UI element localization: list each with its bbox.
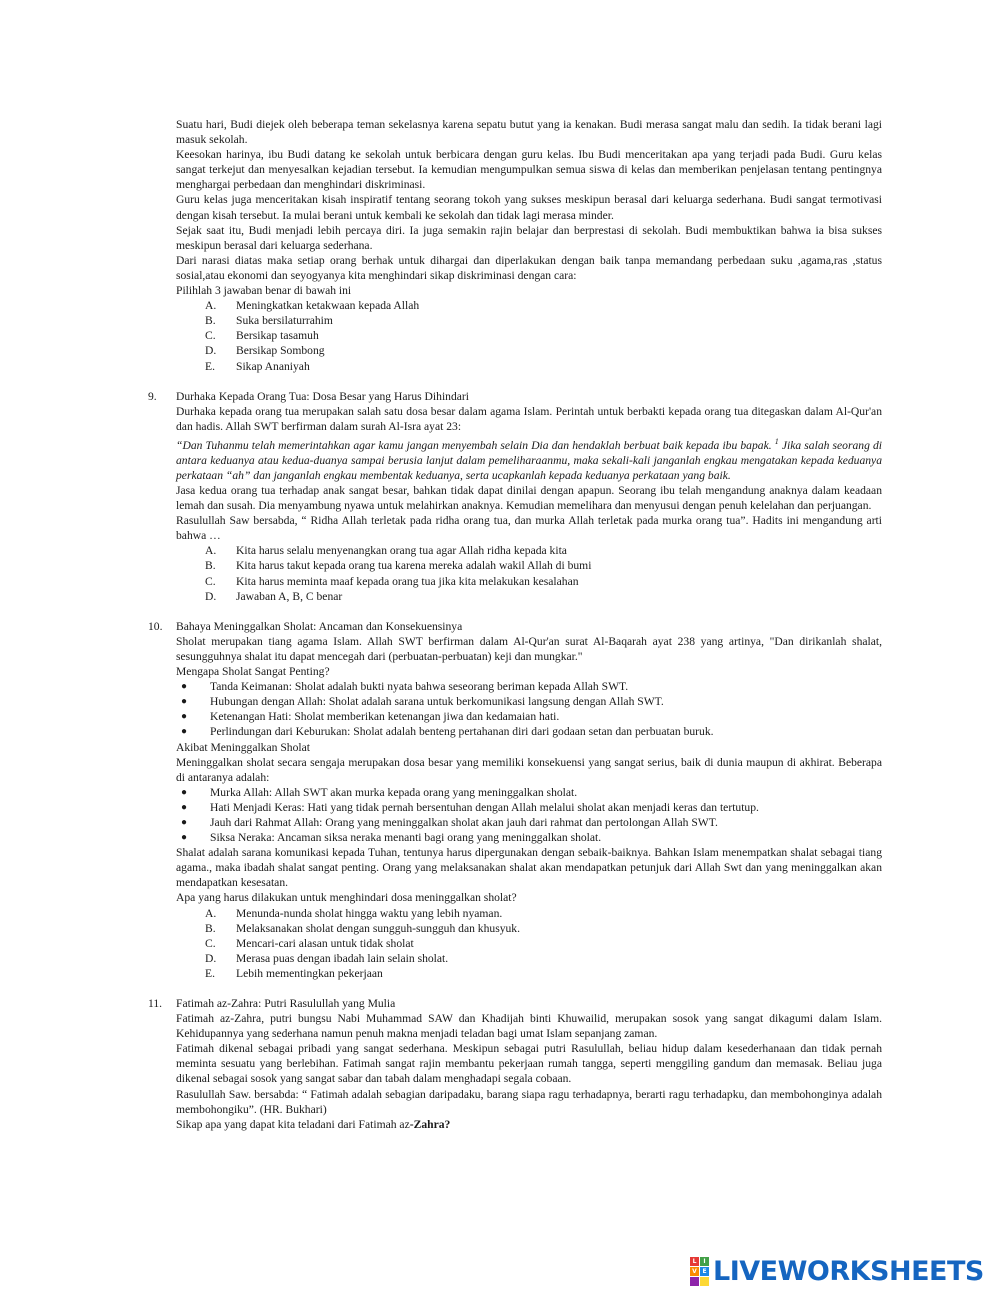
bullet-item xyxy=(148,679,882,694)
intro-paragraph: Guru kelas juga menceritakan kisah inspiratif tentang seorang tokoh yang sukses meskipun berasal dari keluarga sederhana. Budi sangat termotivasi dengan kisah tersebut. Ia mulai berani untuk kembali ke sekolah dan tidak lagi merasa minder. xyxy=(176,193,882,222)
answer-option[interactable] xyxy=(148,543,882,558)
intro-paragraph: Sejak saat itu, Budi menjadi lebih percaya diri. Ia juga semakin rajin belajar dan berprestasi di sekolah. Budi membuktikan bahwa ia bisa sukses meskipun berasal dari keluarga sederhana. xyxy=(176,223,882,252)
option-letter: A. xyxy=(205,544,217,558)
option-letter: B. xyxy=(205,559,216,573)
bullet-item xyxy=(148,785,882,800)
option-text: Bersikap tasamuh xyxy=(236,329,319,343)
option-text: Bersikap Sombong xyxy=(236,344,325,358)
question-paragraph: Fatimah dikenal sebagai pribadi yang sangat sederhana. Meskipun sebagai putri Rasulullah, beliau hidup dalam kesederhanaan dan tidak pernah meminta sesuatu yang berlebihan. Fatimah sangat rajin membantu pekerjaan rumah tangga, seperti menggiling gandum dan memasak. Beliau juga dikenal sebagai sosok yang sangat sabar dan tabah dalam menghadapi segala cobaan. xyxy=(176,1042,882,1086)
bullet-item xyxy=(148,830,882,845)
option-letter: E. xyxy=(205,966,215,980)
question-title: Fatimah az-Zahra: Putri Rasulullah yang Mulia xyxy=(176,997,396,1011)
liveworksheets-logo[interactable] xyxy=(690,1256,990,1286)
question-paragraph: Sholat merupakan tiang agama Islam. Allah SWT berfirman dalam Al-Qur'an surat Al-Baqarah ayat 238 yang artinya, "Dan dirikanlah shalat, sesungguhnya shalat itu dapat mencegah dari (perbuatan-perbuatan) keji dan mungkar." xyxy=(176,634,882,663)
option-letter: B. xyxy=(205,314,216,328)
answer-option[interactable] xyxy=(148,558,882,573)
bullet-icon: ● xyxy=(181,726,188,738)
question-paragraph: Shalat adalah sarana komunikasi kepada Tuhan, tentunya harus dipergunakan dengan sebaik-baiknya. Bahkan Islam menempatkan shalat sebagai tiang agama., maka ibadah shalat sangat penting. Orang yang melaksanakan shalat akan mendapatkan petunjuk dari Allah Swt dan yang meninggalkan akan mendapatkan kesesatan. xyxy=(176,846,882,890)
question-paragraph: Rasulullah Saw bersabda, “ Ridha Allah terletak pada ridha orang tua, dan murka Allah terletak pada murka orang tua”. Hadits ini mengandung arti bahwa … xyxy=(176,514,882,543)
option-text: Mencari-cari alasan untuk tidak sholat xyxy=(236,936,414,950)
bullet-list-consequences xyxy=(148,785,882,845)
logo-block: V xyxy=(690,1267,699,1276)
bullet-icon: ● xyxy=(181,816,188,828)
q10-closing xyxy=(148,845,882,905)
bullet-item xyxy=(148,709,882,724)
option-letter: E. xyxy=(205,359,215,373)
logo-text: LIVEWORKSHEETS xyxy=(713,1255,984,1287)
option-text: Merasa puas dengan ibadah lain selain sholat. xyxy=(236,951,449,965)
intro-section xyxy=(148,117,882,298)
answer-option[interactable] xyxy=(148,343,882,358)
question-paragraph: Rasulullah Saw. bersabda: “ Fatimah adalah sebagian daripadaku, barang siapa ragu terhadapnya, berarti ragu terhadapku, dan membohonginya adalah membohongiku”. (HR. Bukhari) xyxy=(176,1087,882,1116)
intro-paragraph: Keesokan harinya, ibu Budi datang ke sekolah untuk berbicara dengan guru kelas. Ibu Budi menceritakan apa yang terjadi pada Budi. Guru kelas sangat terkejut dan menyesalkan kejadian tersebut. Ia kemudian mengumpulkan semua siswa di kelas dan memberikan penjelasan tentang pentingnya menghargai perbedaan dan menghindari diskriminasi. xyxy=(176,148,882,192)
logo-block: E xyxy=(700,1267,709,1276)
question-paragraph: Jasa kedua orang tua terhadap anak sangat besar, bahkan tidak dapat dinilai dengan apapun. Seorang ibu telah mengandung anaknya dalam keadaan lemah dan susah. Dia menyambung nyawa untuk melahirkan anaknya. Kemudian memelihara dan menyusui dengan penuh kelelahan dan perjuangan. xyxy=(176,484,882,513)
option-letter: A. xyxy=(205,906,217,920)
bullet-text: Ketenangan Hati: Sholat memberikan ketenangan jiwa dan kedamaian hati. xyxy=(210,710,560,724)
question-number: 11. xyxy=(148,997,163,1011)
option-text: Kita harus meminta maaf kepada orang tua jika kita melakukan kesalahan xyxy=(236,574,579,588)
footnote-marker: 1 xyxy=(774,436,779,446)
question-body xyxy=(176,996,882,1132)
option-text: Kita harus takut kepada orang tua karena mereka adalah wakil Allah di bumi xyxy=(236,559,592,573)
bullet-item xyxy=(148,815,882,830)
question-number: 9. xyxy=(148,389,157,403)
option-text: Sikap Ananiyah xyxy=(236,359,310,373)
question-11 xyxy=(148,996,882,1132)
option-letter: B. xyxy=(205,921,216,935)
bullet-text: Siksa Neraka: Ancaman siksa neraka menanti bagi orang yang meninggalkan sholat. xyxy=(210,831,602,845)
option-text: Lebih mementingkan pekerjaan xyxy=(236,966,383,980)
prompt-bold-text: -Zahra? xyxy=(409,1117,451,1131)
logo-block xyxy=(700,1277,709,1286)
logo-blocks-icon xyxy=(690,1257,709,1286)
intro-instruction: Pilihlah 3 jawaban benar di bawah ini xyxy=(176,284,352,298)
answer-option[interactable] xyxy=(148,328,882,343)
option-text: Kita harus selalu menyenangkan orang tua agar Allah ridha kepada kita xyxy=(236,544,567,558)
bullet-item xyxy=(148,694,882,709)
q10-consequences xyxy=(148,740,882,785)
option-letter: D. xyxy=(205,344,217,358)
bullet-text: Perlindungan dari Keburukan: Sholat adalah benteng pertahanan diri dari godaan setan dan perbuatan buruk. xyxy=(210,725,714,739)
answer-option[interactable] xyxy=(148,574,882,589)
quote-part: “Dan Tuhanmu telah memerintahkan agar kamu jangan menyembah selain Dia dan hendaklah berbuat baik kepada ibu bapak. xyxy=(176,438,772,452)
question-prompt xyxy=(176,1117,882,1132)
question-number: 10. xyxy=(148,619,163,633)
bullet-text: Jauh dari Rahmat Allah: Orang yang meninggalkan sholat akan jauh dari rahmat dan pertolongan Allah SWT. xyxy=(210,815,718,829)
option-text: Meningkatkan ketakwaan kepada Allah xyxy=(236,299,420,313)
logo-block xyxy=(690,1277,699,1286)
option-text: Suka bersilaturrahim xyxy=(236,314,333,328)
bullet-text: Murka Allah: Allah SWT akan murka kepada orang yang meninggalkan sholat. xyxy=(210,785,578,799)
question-prompt: Apa yang harus dilakukan untuk menghindari dosa meninggalkan sholat? xyxy=(176,891,517,905)
answer-option[interactable] xyxy=(148,936,882,951)
intro-paragraph: Dari narasi diatas maka setiap orang berhak untuk dihargai dan diperlakukan dengan baik tanpa memandang perbedaan suku ,agama,ras ,status sosial,atau ekonomi dan seyogyanya kita menghindari sikap diskriminasi dengan cara: xyxy=(176,253,882,282)
answer-option[interactable] xyxy=(148,906,882,921)
subheading: Akibat Meninggalkan Sholat xyxy=(176,740,310,754)
bullet-text: Tanda Keimanan: Sholat adalah bukti nyata bahwa seseorang beriman kepada Allah SWT. xyxy=(210,680,629,694)
logo-block: L xyxy=(690,1257,699,1266)
question-paragraph: Fatimah az-Zahra, putri bungsu Nabi Muhammad SAW dan Khadijah binti Khuwailid, merupakan sosok yang sangat dikagumi dalam Islam. Kehidupannya yang sederhana namun penuh makna menjadi teladan bagi umat Islam sepanjang zaman. xyxy=(176,1012,882,1041)
option-letter: D. xyxy=(205,589,217,603)
q9-options xyxy=(148,543,882,603)
question-title: Bahaya Meninggalkan Sholat: Ancaman dan Konsekuensinya xyxy=(176,619,463,633)
question-10 xyxy=(148,619,882,679)
logo-block: I xyxy=(700,1257,709,1266)
quote-part: Jika salah seorang di antara keduanya atau kedua-duanya sampai berusia lanjut dalam pemeliharaanmu, maka sekali-kali janganlah engkau mengatakan kepada keduanya perkataan “ah” dan janganlah engkau membentak keduanya, serta ucapkanlah kepada keduanya perkataan yang baik. xyxy=(176,438,883,482)
bullet-icon: ● xyxy=(181,681,188,693)
bullet-item xyxy=(148,724,882,739)
option-text: Menunda-nunda sholat hingga waktu yang lebih nyaman. xyxy=(236,906,503,920)
question-9 xyxy=(148,389,882,544)
answer-option[interactable] xyxy=(148,298,882,313)
quran-quote xyxy=(176,434,882,483)
bullet-icon: ● xyxy=(181,801,188,813)
bullet-text: Hubungan dengan Allah: Sholat adalah sarana untuk berkomunikasi langsung dengan Allah SWT. xyxy=(210,695,664,709)
intro-paragraph: Suatu hari, Budi diejek oleh beberapa teman sekelasnya karena sepatu butut yang ia kenakan. Budi merasa sangat malu dan sedih. Ia tidak berani lagi masuk sekolah. xyxy=(176,118,882,147)
intro-options xyxy=(148,298,882,373)
option-text: Melaksanakan sholat dengan sungguh-sungguh dan khusyuk. xyxy=(236,921,521,935)
prompt-text: Sikap apa yang dapat kita teladani dari Fatimah az xyxy=(176,1117,410,1131)
question-body xyxy=(176,389,882,544)
bullet-icon: ● xyxy=(181,711,188,723)
bullet-icon: ● xyxy=(181,786,188,798)
question-body xyxy=(176,619,882,679)
worksheet-document xyxy=(148,117,882,1132)
option-letter: D. xyxy=(205,951,217,965)
option-letter: C. xyxy=(205,574,216,588)
option-text: Jawaban A, B, C benar xyxy=(236,589,343,603)
question-paragraph: Durhaka kepada orang tua merupakan salah satu dosa besar dalam agama Islam. Perintah untuk berbakti kepada orang tua ditegaskan dalam Al-Qur'an dan hadis. Allah SWT berfirman dalam surah Al-Isra ayat 23: xyxy=(176,404,882,433)
bullet-icon: ● xyxy=(181,832,188,844)
answer-option[interactable] xyxy=(148,966,882,981)
answer-option[interactable] xyxy=(148,921,882,936)
bullet-item xyxy=(148,800,882,815)
bullet-text: Hati Menjadi Keras: Hati yang tidak pernah bersentuhan dengan Allah melalui sholat akan menjadi keras dan tertutup. xyxy=(210,800,759,814)
subheading: Mengapa Sholat Sangat Penting? xyxy=(176,665,330,679)
bullet-icon: ● xyxy=(181,696,188,708)
question-title: Durhaka Kepada Orang Tua: Dosa Besar yang Harus Dihindari xyxy=(176,389,469,403)
answer-option[interactable] xyxy=(148,951,882,966)
answer-option[interactable] xyxy=(148,359,882,374)
option-letter: C. xyxy=(205,329,216,343)
bullet-list-importance xyxy=(148,679,882,739)
q10-options xyxy=(148,906,882,981)
answer-option[interactable] xyxy=(148,589,882,604)
answer-option[interactable] xyxy=(148,313,882,328)
option-letter: A. xyxy=(205,299,217,313)
option-letter: C. xyxy=(205,936,216,950)
question-paragraph: Meninggalkan sholat secara sengaja merupakan dosa besar yang memiliki konsekuensi yang sangat serius, baik di dunia maupun di akhirat. Beberapa di antaranya adalah: xyxy=(176,755,882,784)
